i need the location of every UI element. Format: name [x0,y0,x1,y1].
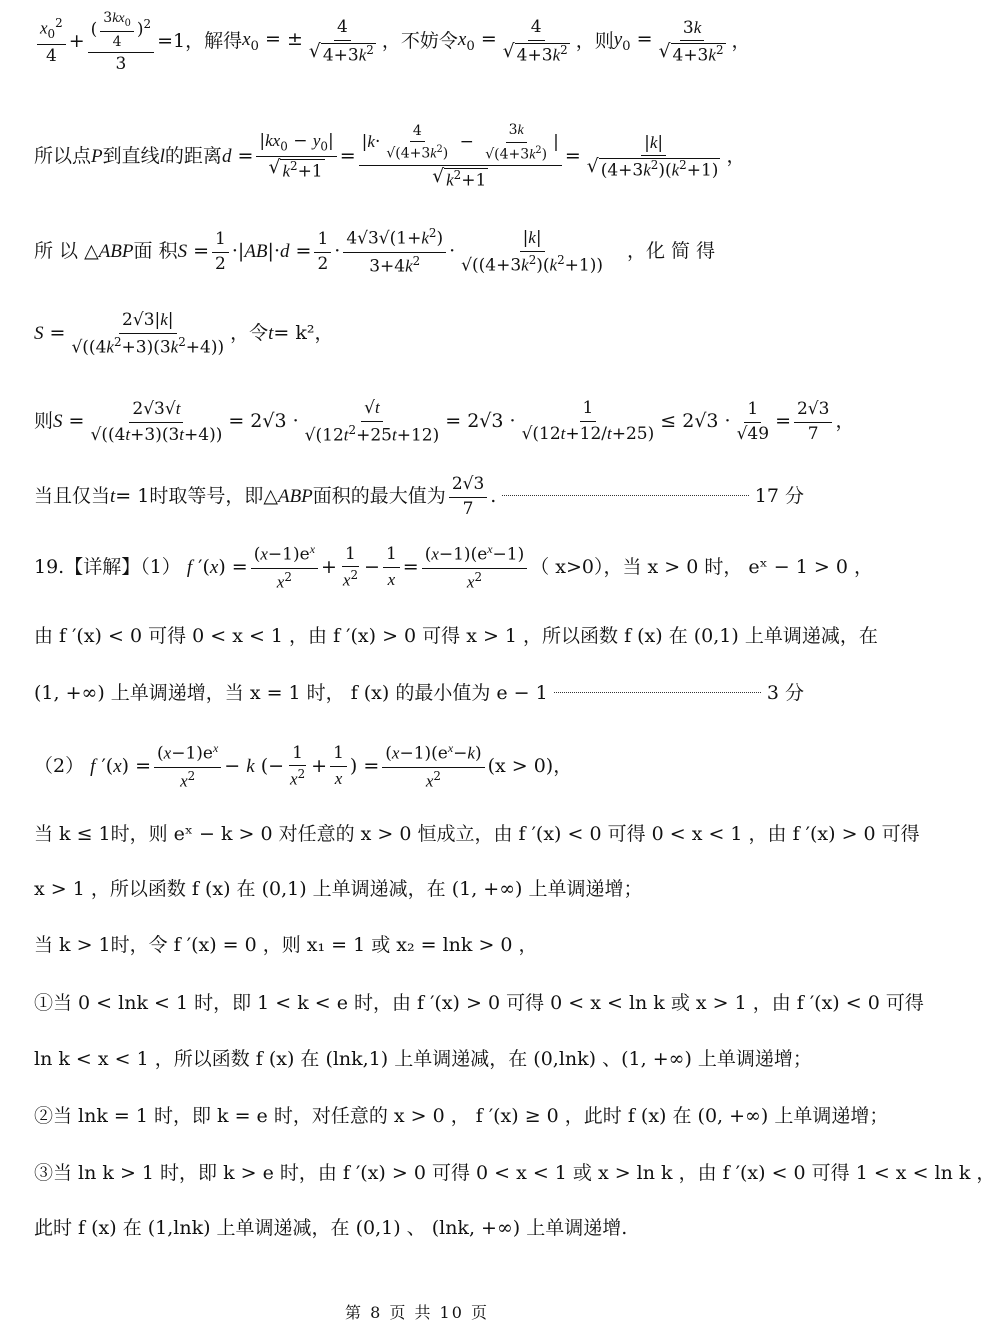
solution-line-16: ②当 lnk = 1 时，即 k = e 时，对任意的 x > 0 ， f ′(x) ≥ 0 ，此时 f (x) 在 (0, +∞) 上单调递增； [34,1105,889,1128]
solution-line-11: 当 k ≤ 1时，则 eˣ − k > 0 对任意的 x > 0 恒成立，由 f ′(x) < 0 可得 0 < x < 1 ，由 f ′(x) > 0 可得 [34,823,920,846]
solution-line-15: ln k < x < 1 ，所以函数 f (x) 在 (lnk,1) 上单调递减，在 (0,lnk) 、(1, +∞) 上单调递增； [34,1048,812,1071]
solution-line-14: ①当 0 < lnk < 1 时，即 1 < k < e 时，由 f ′(x) > 0 可得 0 < x < ln k 或 x > 1 ，由 f ′(x) < 0 可得 [34,992,924,1015]
fraction-half-2: $\frac{1}{2}$ [314,230,331,274]
fraction-derivative-term1: $\frac{(x-1)e^x}{x^2}$ [251,543,318,592]
solution-line-2: 所以点 P 到直线 l 的距离 d = $|kx_0 - y_0|$ √ $k^2+1$ = |k· $\frac{4}{√(4+3k^2)}$ − $\frac{3k}{√(4+3k^2)}$ | √ $k^2+1$ = |k| √ $(4+3k^2)(k^2+1)$ ， [34,122,746,191]
fraction-derivative-combined: $\frac{(x-1)(e^x-1)}{x^2}$ [422,543,528,592]
fraction-derivative-term3: $\frac{1}{x}$ [383,545,400,590]
solution-line-5: 则 S = $\frac{2√3√t}{√((4t+3)(3t+4))}$ = 2√3 · $\frac{√t}{√(12t^2+25t+12)}$ = 2√3 · $\frac{1}{√(12t+12/t+25)}$ ≤ 2√3 · $\frac{1}{√49}$ = $\frac{2√3}{7}$ ， [34,398,855,446]
solution-line-9: (1, +∞) 上单调递增，当 x = 1 时， f (x) 的最小值为 e − 1 3 分 [34,682,804,705]
fraction-x0-chosen: 4 √ $4+3k^2$ [502,17,568,66]
fraction-derivative-term2: $\frac{1}{x^2}$ [342,543,359,590]
fraction-area-simplified: $\frac{2√3|k|}{√((4k^2+3)(3k^2+4))}$ [71,310,225,358]
solution-line-8: 由 f ′(x) < 0 可得 0 < x < 1 ，由 f ′(x) > 0 可得 x > 1 ，所以函数 f (x) 在 (0,1) 上单调递减，在 [34,625,878,648]
fraction-part2-combined: $\frac{(x-1)(e^x-k)}{x^2}$ [382,742,484,791]
fraction-sqrt-1-49: $\frac{1}{√49}$ [736,398,770,444]
fraction-x0sq-over-4: $\frac{x_0^2}{4}$ [37,17,66,66]
solution-line-1: $\frac{x_0^2}{4}$ + ( $\frac{3kx_0}{4}$ )$^2$ 3 =1，解得 $x_0$ = ± 4 √ $4+3k^2$ ，不妨令 $x_0$ = 4 √ $4+3k^2$ ，则 $y_0$ = 3k √ $4+3k^2$ ， [34,12,804,72]
solution-line-12: x > 1 ，所以函数 f (x) 在 (0,1) 上单调递减，在 (1, +∞) 上单调递增； [34,878,643,901]
fraction-part2-term1: $\frac{(x-1)e^x}{x^2}$ [154,742,221,791]
solution-line-3: 所 以 △ ABP 面 积 S = $\frac{1}{2}$ ·|AB|·d = $\frac{1}{2}$ · $\frac{4√3√(1+k^2)}{3+4k^2}$ · $\frac{|k|}{√((4+3k^2)(k^2+1))}$ ，化 简 得 [34,226,716,277]
solution-line-18: 此时 f (x) 在 (1,lnk) 上单调递减，在 (0,1) 、 (lnk, +∞) 上单调递增. [34,1217,628,1240]
question-number: 19.【详解】（1） [34,556,181,579]
page-number-footer: 第 8 页 共 10 页 [345,1303,489,1322]
solution-line-10: （2） f ′(x) = $\frac{(x-1)e^x}{x^2}$ − k (− $\frac{1}{x^2}$ + $\frac{1}{x}$ ) = $\frac{(x-1)(e^x-k)}{x^2}$ (x > 0)， [34,741,573,791]
fraction-sqrt-reciprocal: $\frac{1}{√(12t+12/t+25)}$ [521,398,655,444]
fraction-part2-term2: $\frac{1}{x^2}$ [290,742,306,789]
fraction-part2-term3: $\frac{1}{x}$ [330,744,347,789]
fraction-ab-length: $\frac{4√3√(1+k^2)}{3+4k^2}$ [343,227,446,276]
score-label: 17 分 [754,485,804,508]
solve-text: =1，解得 [157,30,243,53]
solution-line-7: 19.【详解】（1） f ′(x) = $\frac{(x-1)e^x}{x^2}$ + $\frac{1}{x^2}$ − $\frac{1}{x}$ = $\frac{(x-1)(e^x-1)}{x^2}$ （ x>0），当 x > 0 时， eˣ − 1 > 0 ， [34,542,873,592]
solution-line-17: ③当 ln k > 1 时，即 k > e 时，由 f ′(x) > 0 可得 0 < x < 1 或 x > ln k ，由 f ′(x) < 0 可得 1 < x < ln k ， [34,1162,995,1185]
fraction-distance-factor: $\frac{|k|}{√((4+3k^2)(k^2+1))}$ [461,228,603,276]
solution-line-4: S = $\frac{2√3|k|}{√((4k^2+3)(3k^2+4))}$ ，令 t = k²， [34,310,334,358]
fraction-2sqrt3-over-7: $\frac{2√3}{7}$ [794,400,832,444]
fraction-distance-simplified: |k| √ $(4+3k^2)(k^2+1)$ [586,132,719,181]
score-label: 3 分 [766,682,804,705]
fraction-distance-def: $|kx_0 - y_0|$ √ $k^2+1$ [256,131,336,182]
fraction-x0-value: 4 √ $4+3k^2$ [308,17,374,66]
fraction-half: $\frac{1}{2}$ [212,230,229,274]
leader-dots [554,691,761,693]
fraction-sqrt-t-poly: $\frac{√t}{√(12t^2+25t+12)}$ [304,398,440,446]
fraction-3kx0-squared-over-3: ( $\frac{3kx_0}{4}$ )$^2$ 3 [88,10,154,75]
solution-line-13: 当 k > 1时，令 f ′(x) = 0 ，则 x₁ = 1 或 x₂ = lnk > 0 ， [34,934,538,957]
solution-line-6: 当且仅当 t = 1时取等号，即△ ABP 面积的最大值为 $\frac{2√3}{7}$ . 17 分 [34,473,804,519]
fraction-distance-substituted: |k· $\frac{4}{√(4+3k^2)}$ − $\frac{3k}{√(4+3k^2)}$ | √ $k^2+1$ [359,122,562,191]
fraction-y0-value: 3k √ $4+3k^2$ [658,17,724,66]
leader-dots [502,494,748,496]
fraction-area-t: $\frac{2√3√t}{√((4t+3)(3t+4))}$ [90,398,223,445]
fraction-max-area: $\frac{2√3}{7}$ [449,475,487,519]
